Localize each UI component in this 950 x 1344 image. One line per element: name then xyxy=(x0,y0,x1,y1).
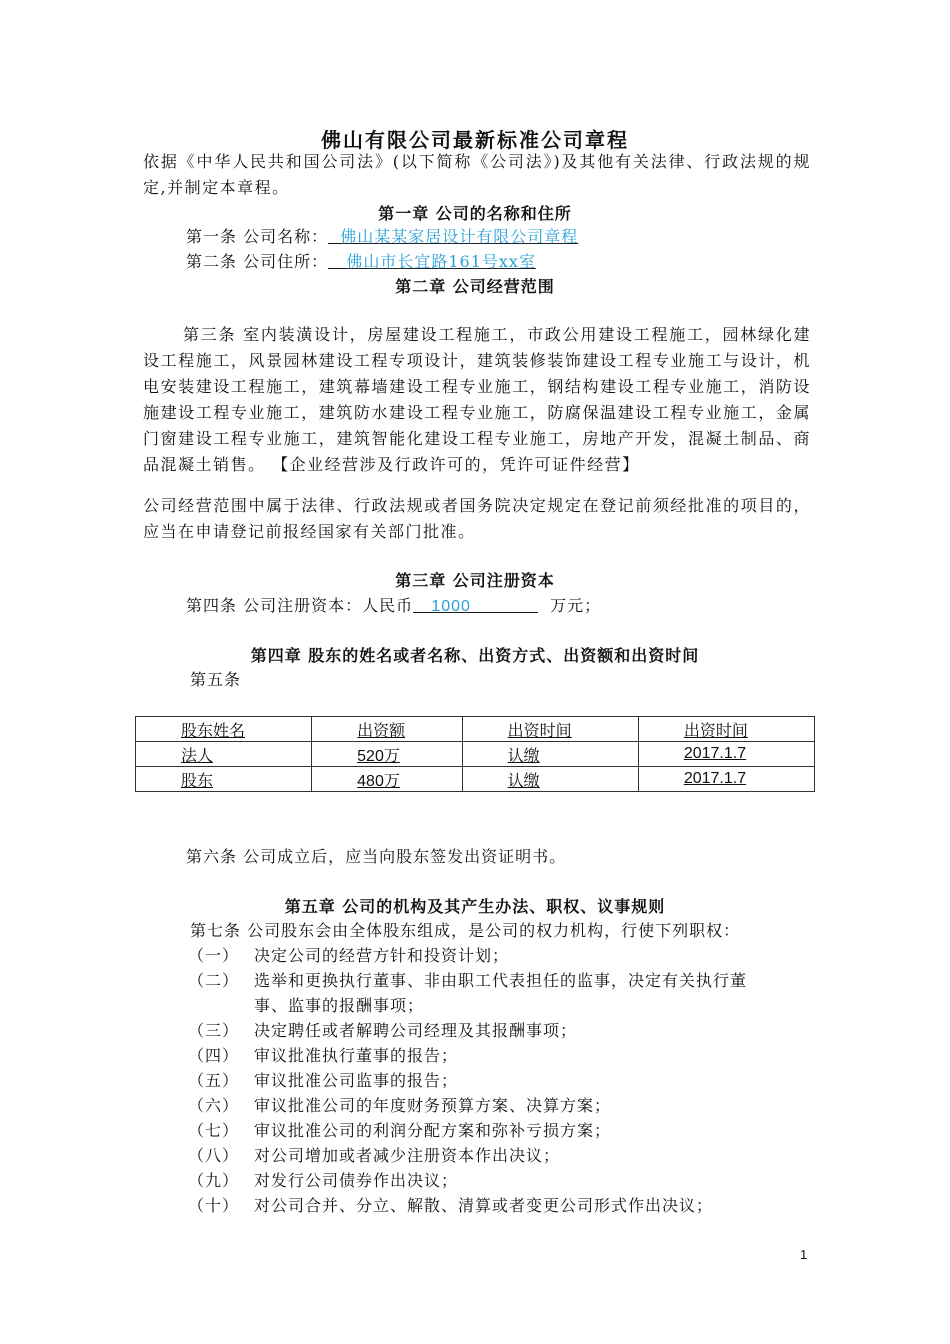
list-item: （九） 对发行公司债券作出决议； xyxy=(188,1171,459,1190)
document-title: 佛山有限公司最新标准公司章程 xyxy=(321,128,629,152)
list-item: （四） 审议批准执行董事的报告； xyxy=(188,1046,459,1065)
article-1-label: 第一条 公司名称： xyxy=(186,227,329,246)
intro-paragraph: 依据《中华人民共和国公司法》(以下简称《公司法》)及其他有关法律、行政法规的规定,并制定本章程。 xyxy=(143,152,811,197)
article-4-unit: 万元； xyxy=(550,596,602,615)
article-7: 第七条 公司股东会由全体股东组成，是公司的权力机构，行使下列职权： xyxy=(190,921,741,940)
list-item: （一） 决定公司的经营方针和投资计划； xyxy=(188,946,510,965)
shareholder-table xyxy=(135,716,815,792)
article-6: 第六条 公司成立后，应当向股东签发出资证明书。 xyxy=(186,847,567,866)
company-address-value: 佛山市长宜路161号xx室 xyxy=(346,252,536,271)
table-cell: 股东 xyxy=(136,767,312,792)
list-item: （六） 审议批准公司的年度财务预算方案、决算方案； xyxy=(188,1096,612,1115)
table-cell: 2017.1.7 xyxy=(638,767,814,792)
list-item: （十） 对公司合并、分立、解散、清算或者变更公司形式作出决议； xyxy=(188,1196,714,1215)
chapter-2-heading: 第二章 公司经营范围 xyxy=(395,277,555,296)
article-3: 第三条 室内装潢设计，房屋建设工程施工，市政公用建设工程施工，园林绿化建设工程施工，风景园林建设工程专项设计，建筑装修装饰建设工程专业施工与设计，机电安装建设工程施工，建筑幕墙建设工程专业施工，钢结构建设工程专业施工，消防设施建设工程专业施工，建筑防水建设工程专业施工，防腐保温建设工程专业施工，金属门窗建设工程专业施工，建筑智能化建设工程专业施工，房地产开发，混凝土制品、商品混凝土销售。 【企业经营涉及行政许可的，凭许可证件经营】 xyxy=(143,325,811,474)
list-item: 事、监事的报酬事项； xyxy=(254,996,425,1015)
table-cell: 认缴 xyxy=(462,767,638,792)
article-5: 第五条 xyxy=(190,670,242,689)
article-1 xyxy=(186,225,578,249)
article-4 xyxy=(186,594,601,619)
list-item: （五） 审议批准公司监事的报告； xyxy=(188,1071,459,1090)
chapter-4-heading: 第四章 股东的姓名或者名称、出资方式、出资额和出资时间 xyxy=(250,646,700,665)
list-item: （七） 审议批准公司的利润分配方案和弥补亏损方案； xyxy=(188,1121,612,1140)
chapter-3-heading: 第三章 公司注册资本 xyxy=(395,571,555,590)
header-cell: 出资时间 xyxy=(638,717,814,742)
table-row xyxy=(136,767,815,792)
article-2-label: 第二条 公司住所： xyxy=(186,252,329,271)
page-number: 1 xyxy=(800,1247,808,1262)
company-name-value: 佛山某某家居设计有限公司章程 xyxy=(340,227,579,246)
list-item: （三） 决定聘任或者解聘公司经理及其报酬事项； xyxy=(188,1021,578,1040)
registered-capital-value: 1000 xyxy=(431,598,471,615)
header-cell: 出资时间 xyxy=(462,717,638,742)
table-cell: 认缴 xyxy=(462,742,638,767)
table-header-row xyxy=(136,717,815,742)
header-cell: 出资额 xyxy=(312,717,463,742)
business-scope-note: 公司经营范围中属于法律、行政法规或者国务院决定规定在登记前须经批准的项目的，应当在申请登记前报经国家有关部门批准。 xyxy=(143,496,811,541)
article-4-label: 第四条 公司注册资本：人民币 xyxy=(186,596,414,615)
list-item: （二） 选举和更换执行董事、非由职工代表担任的监事，决定有关执行董 xyxy=(188,971,748,990)
header-cell: 股东姓名 xyxy=(136,717,312,742)
chapter-5-heading: 第五章 公司的机构及其产生办法、职权、议事规则 xyxy=(284,897,666,916)
table-cell: 2017.1.7 xyxy=(638,742,814,767)
chapter-1-heading: 第一章 公司的名称和住所 xyxy=(378,204,572,223)
list-item: （八） 对公司增加或者减少注册资本作出决议； xyxy=(188,1146,561,1165)
article-2 xyxy=(186,250,536,274)
table-cell: 法人 xyxy=(136,742,312,767)
table-cell: 480万 xyxy=(312,767,463,792)
table-cell: 520万 xyxy=(312,742,463,767)
table-row xyxy=(136,742,815,767)
